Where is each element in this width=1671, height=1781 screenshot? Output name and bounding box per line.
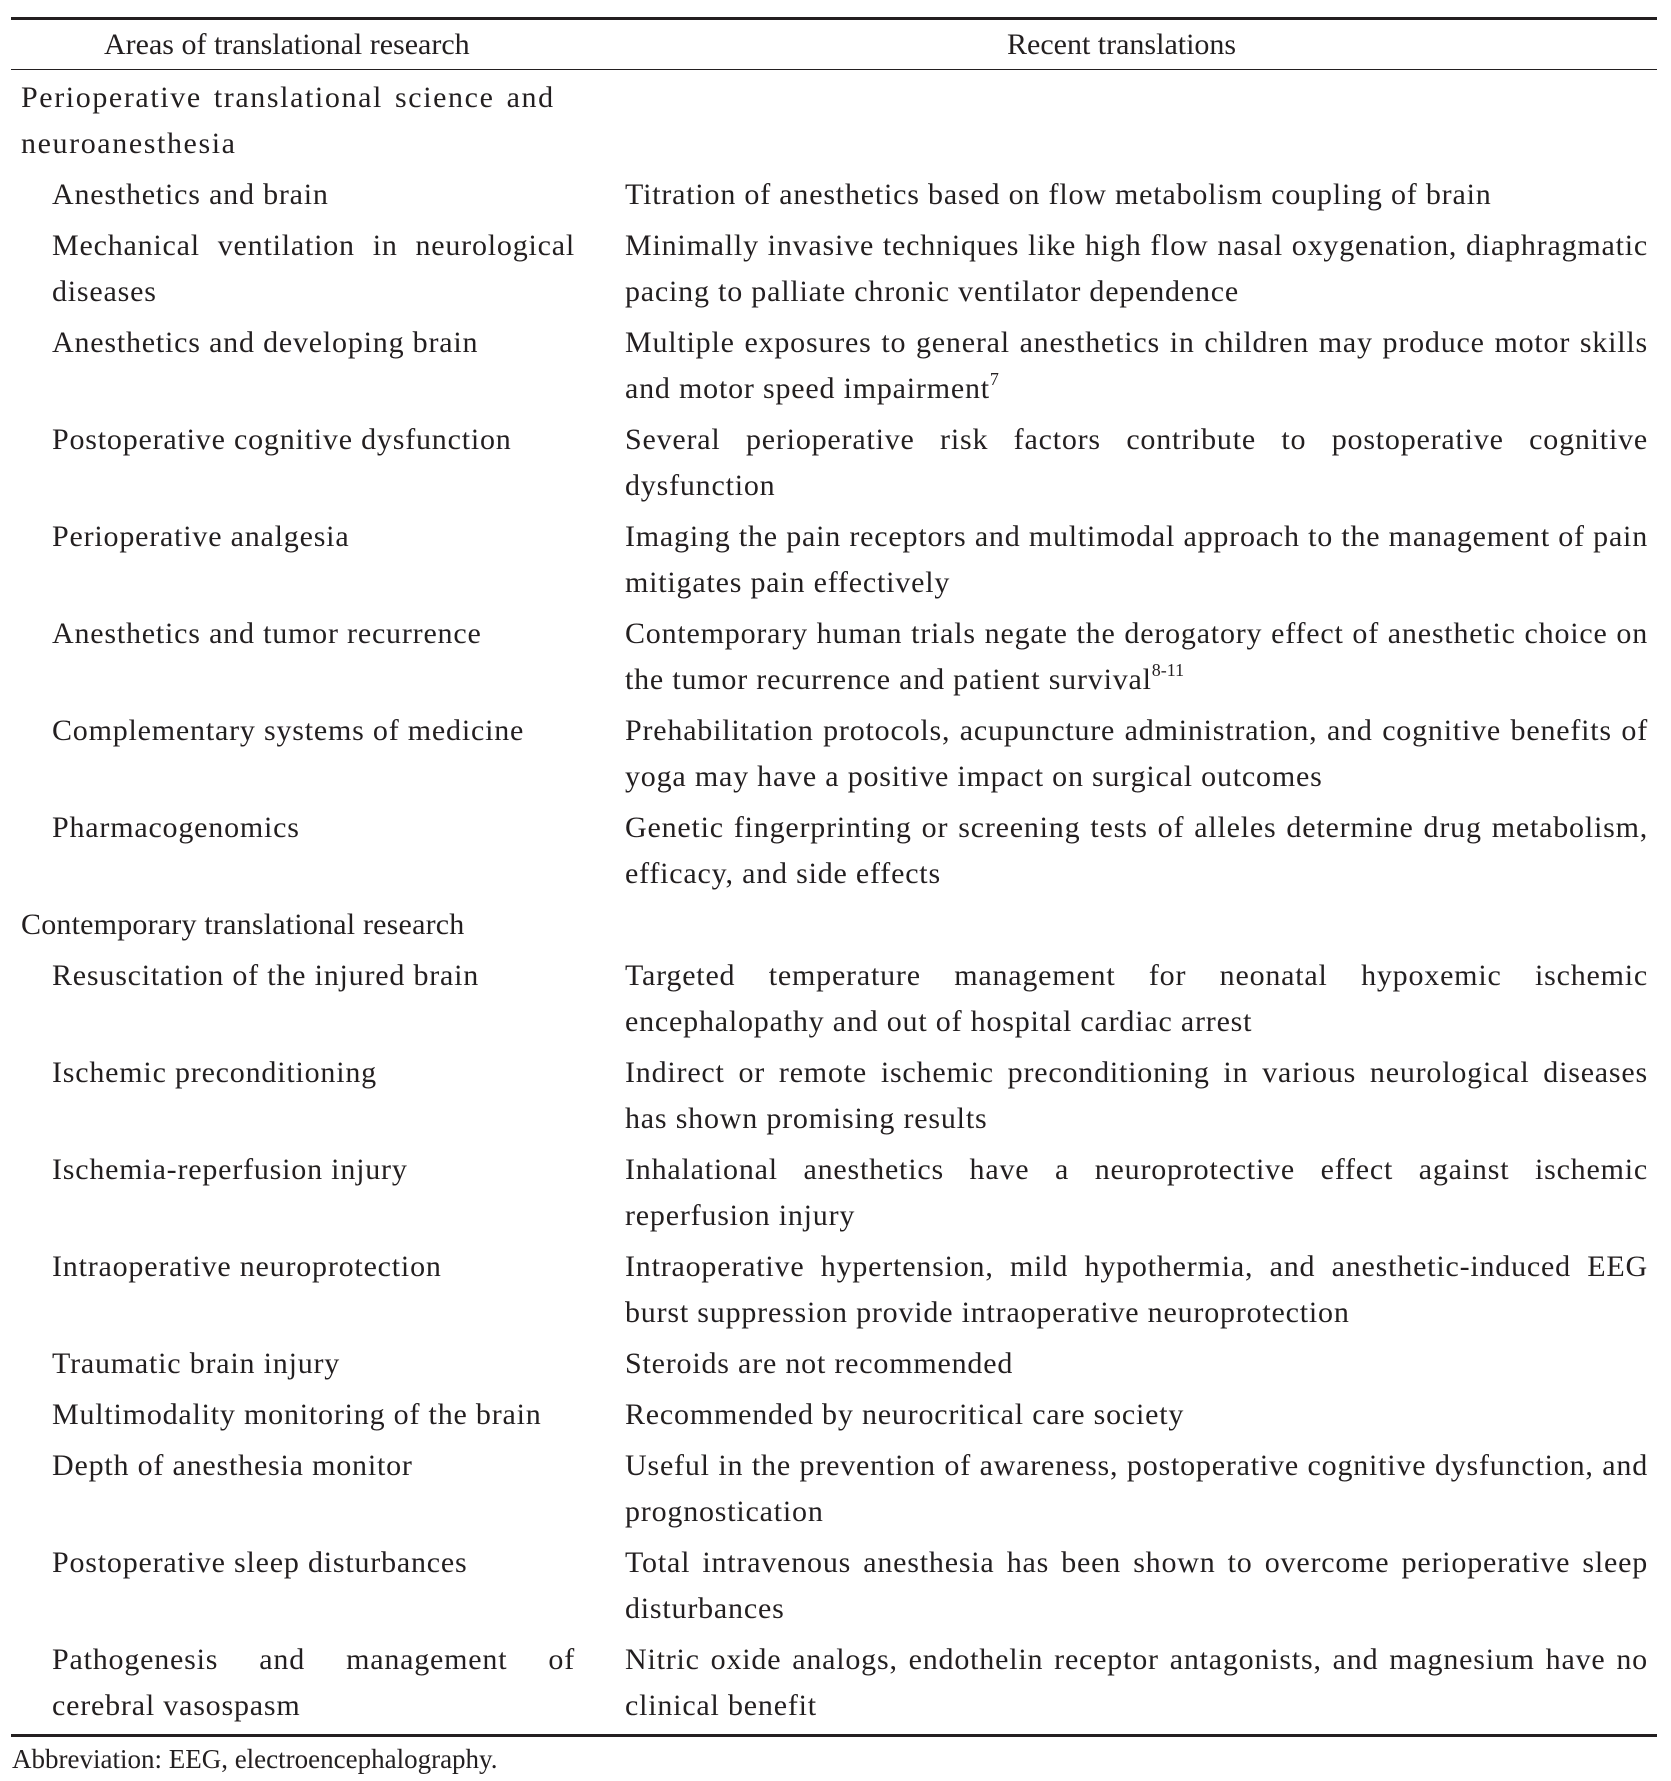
table-row (0, 805, 1671, 897)
translation-cell: Targeted temperature management for neonatal hypoxemic ischemic encephalopathy and out of hospital cardiac arrest (625, 959, 1648, 1038)
translation-cell: Several perioperative risk factors contribute to postoperative cognitive dysfunction (625, 423, 1648, 502)
research-area-cell: Traumatic brain injury (52, 1347, 341, 1380)
table-body (0, 75, 1671, 1734)
translation-cell: Nitric oxide analogs, endothelin receptor antagonists, and magnesium have no clinical benefit (625, 1643, 1648, 1722)
table-row (0, 1147, 1671, 1239)
research-area-cell: Multimodality monitoring of the brain (52, 1398, 542, 1431)
table-row (0, 1443, 1671, 1535)
research-area-cell: Intraoperative neuroprotection (52, 1250, 442, 1283)
research-area-cell: Ischemia-reperfusion injury (52, 1153, 408, 1186)
table-footnote: Abbreviation: EEG, electroencephalography. (12, 1744, 498, 1774)
table-row (0, 708, 1671, 800)
column-header-translations: Recent translations (1007, 28, 1237, 61)
research-area-cell: Complementary systems of medicine (52, 714, 525, 747)
table-row (0, 172, 1671, 218)
translation-cell: Inhalational anesthetics have a neuroprotective effect against ischemic reperfusion injury (625, 1153, 1648, 1232)
translation-cell: Intraoperative hypertension, mild hypothermia, and anesthetic-induced EEG burst suppression provide intraoperative neuroprotection (625, 1250, 1648, 1329)
research-area-cell: Anesthetics and brain (52, 178, 329, 211)
research-area-cell: Depth of anesthesia monitor (52, 1449, 413, 1482)
research-area-cell: Resuscitation of the injured brain (52, 959, 480, 992)
translation-cell: Genetic fingerprinting or screening tests of alleles determine drug metabolism, efficacy, and side effects (625, 811, 1648, 890)
translation-cell (625, 611, 1648, 703)
translation-cell: Steroids are not recommended (625, 1347, 1014, 1380)
research-area-cell: Anesthetics and developing brain (52, 326, 479, 359)
translation-cell: Total intravenous anesthesia has been shown to overcome perioperative sleep disturbances (625, 1546, 1648, 1625)
table-bottom-rule (11, 1734, 1657, 1737)
table-row (0, 417, 1671, 509)
table-row (0, 1341, 1671, 1387)
research-area-cell: Anesthetics and tumor recurrence (52, 617, 482, 650)
research-area-cell: Postoperative sleep disturbances (52, 1546, 468, 1579)
table-row (0, 1392, 1671, 1438)
section-heading: Perioperative translational science and neuroanesthesia (21, 81, 555, 160)
reference-superscript: 7 (989, 369, 999, 389)
section-heading: Contemporary translational research (21, 908, 465, 941)
translation-cell: Prehabilitation protocols, acupuncture administration, and cognitive benefits of yoga may have a positive impact on surgical outcomes (625, 714, 1648, 793)
header-rule (11, 69, 1657, 70)
table-row (0, 1637, 1671, 1729)
table-row (0, 953, 1671, 1045)
translation-cell: Useful in the prevention of awareness, postoperative cognitive dysfunction, and prognostication (625, 1449, 1648, 1528)
table-row (0, 320, 1671, 412)
table-row (0, 223, 1671, 315)
table-top-rule (11, 17, 1657, 20)
translation-text: Multiple exposures to general anesthetics in children may produce motor skills and motor speed impairment (625, 326, 1648, 405)
research-area-cell: Mechanical ventilation in neurological diseases (52, 229, 575, 308)
translation-cell: Recommended by neurocritical care society (625, 1398, 1185, 1431)
reference-superscript: 8-11 (1151, 660, 1185, 680)
research-area-cell: Postoperative cognitive dysfunction (52, 423, 512, 456)
translation-cell: Titration of anesthetics based on flow metabolism coupling of brain (625, 178, 1492, 211)
research-area-cell: Ischemic preconditioning (52, 1056, 377, 1089)
table-row (0, 1540, 1671, 1632)
column-header-areas: Areas of translational research (104, 28, 470, 61)
research-area-cell: Pathogenesis and management of cerebral vasospasm (52, 1643, 575, 1722)
table-row (0, 1050, 1671, 1142)
translation-cell: Minimally invasive techniques like high flow nasal oxygenation, diaphragmatic pacing to palliate chronic ventilator dependence (625, 229, 1648, 308)
translation-cell: Imaging the pain receptors and multimodal approach to the management of pain mitigates pain effectively (625, 520, 1648, 599)
translation-text: Contemporary human trials negate the derogatory effect of anesthetic choice on the tumor recurrence and patient survival (625, 617, 1648, 696)
research-area-cell: Pharmacogenomics (52, 811, 300, 844)
table-row (0, 1244, 1671, 1336)
research-area-cell: Perioperative analgesia (52, 520, 350, 553)
translation-cell: Indirect or remote ischemic preconditioning in various neurological diseases has shown promising results (625, 1056, 1648, 1135)
translation-cell (625, 320, 1648, 412)
table-row (0, 514, 1671, 606)
table-row (0, 611, 1671, 703)
